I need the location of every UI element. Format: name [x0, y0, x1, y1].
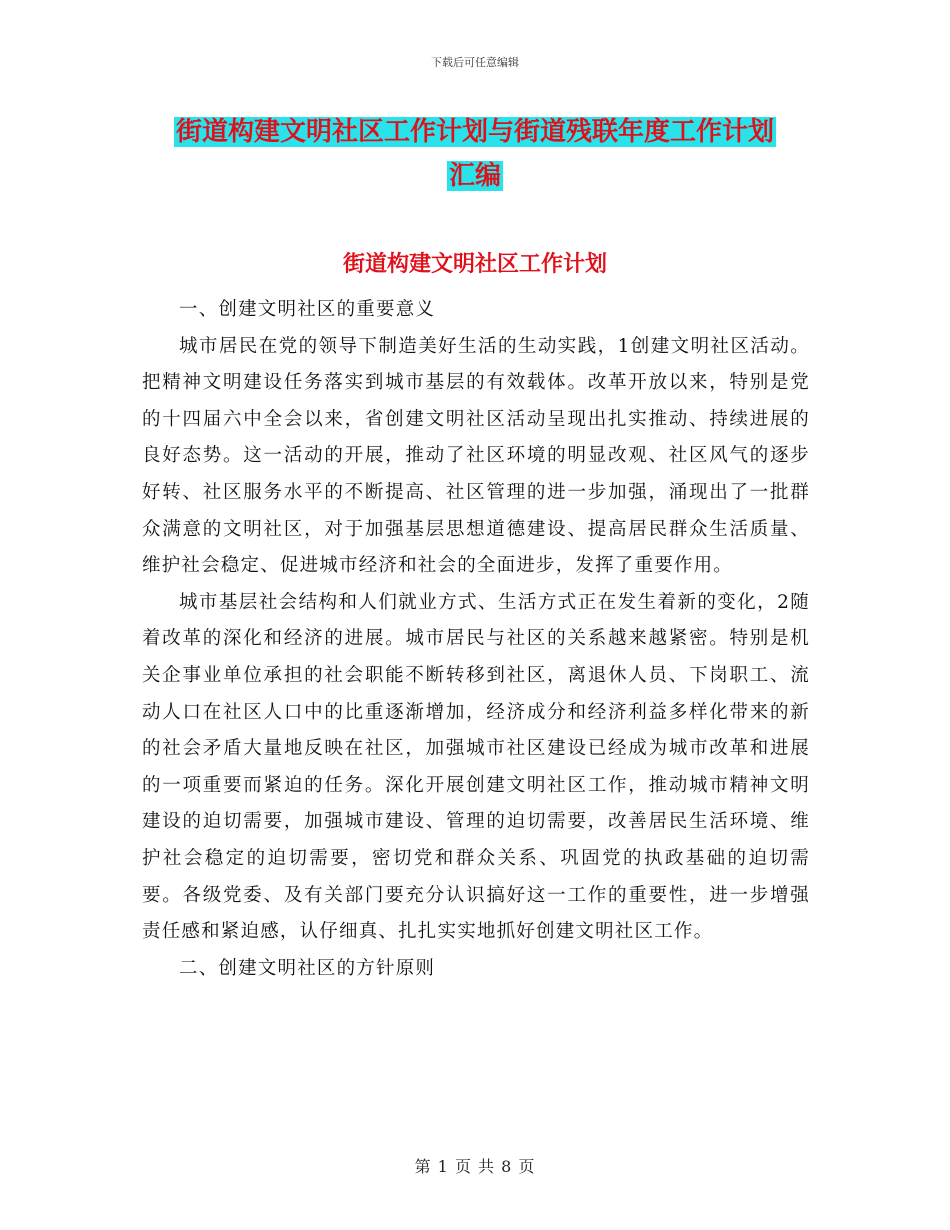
page-header: 下载后可任意编辑 [431, 56, 519, 69]
title-line-1: 街道构建文明社区工作计划与街道残联年度工作计划 [175, 117, 774, 147]
document-body [142, 292, 810, 987]
paragraph-1: 城市居民在党的领导下制造美好生活的生动实践，1创建文明社区活动。把精神文明建设任务落实到城市基层的有效载体。改革开放以来，特别是党的十四届六中全会以来，省创建文明社区活动呈现出扎实推动、持续进展的良好态势。这一活动的开展，推动了社区环境的明显改观、社区风气的逐步好转、社区服务水平的不断提高、社区管理的进一步加强，涌现出了一批群众满意的文明社区，对于加强基层思想道德建设、提高居民群众生活质量、维护社会稳定、促进城市经济和社会的全面进步，发挥了重要作用。 [142, 335, 810, 577]
heading-2: 二、创建文明社区的方针原则 [179, 957, 436, 979]
page-footer: 第 1 页 共 8 页 [414, 1157, 536, 1176]
title-line-2: 汇编 [448, 161, 501, 191]
paragraph-2: 城市基层社会结构和人们就业方式、生活方式正在发生着新的变化，2随着改革的深化和经济的进展。城市居民与社区的关系越来越紧密。特别是机关企事业单位承担的社会职能不断转移到社区，离退休人员、下岗职工、流动人口在社区人口中的比重逐渐增加，经济成分和经济利益多样化带来的新的社会矛盾大量地反映在社区，加强城市社区建设已经成为城市改革和进展的一项重要而紧迫的任务。深化开展创建文明社区工作，推动城市精神文明建设的迫切需要，加强城市建设、管理的迫切需要，改善居民生活环境、维护社会稳定的迫切需要，密切党和群众关系、巩固党的执政基础的迫切需要。各级党委、及有关部门要充分认识搞好这一工作的重要性，进一步增强责任感和紧迫感，认仔细真、扎扎实实地抓好创建文明社区工作。 [142, 591, 810, 943]
document-title [140, 110, 810, 198]
section-title: 街道构建文明社区工作计划 [342, 251, 607, 277]
heading-1: 一、创建文明社区的重要意义 [179, 299, 436, 320]
